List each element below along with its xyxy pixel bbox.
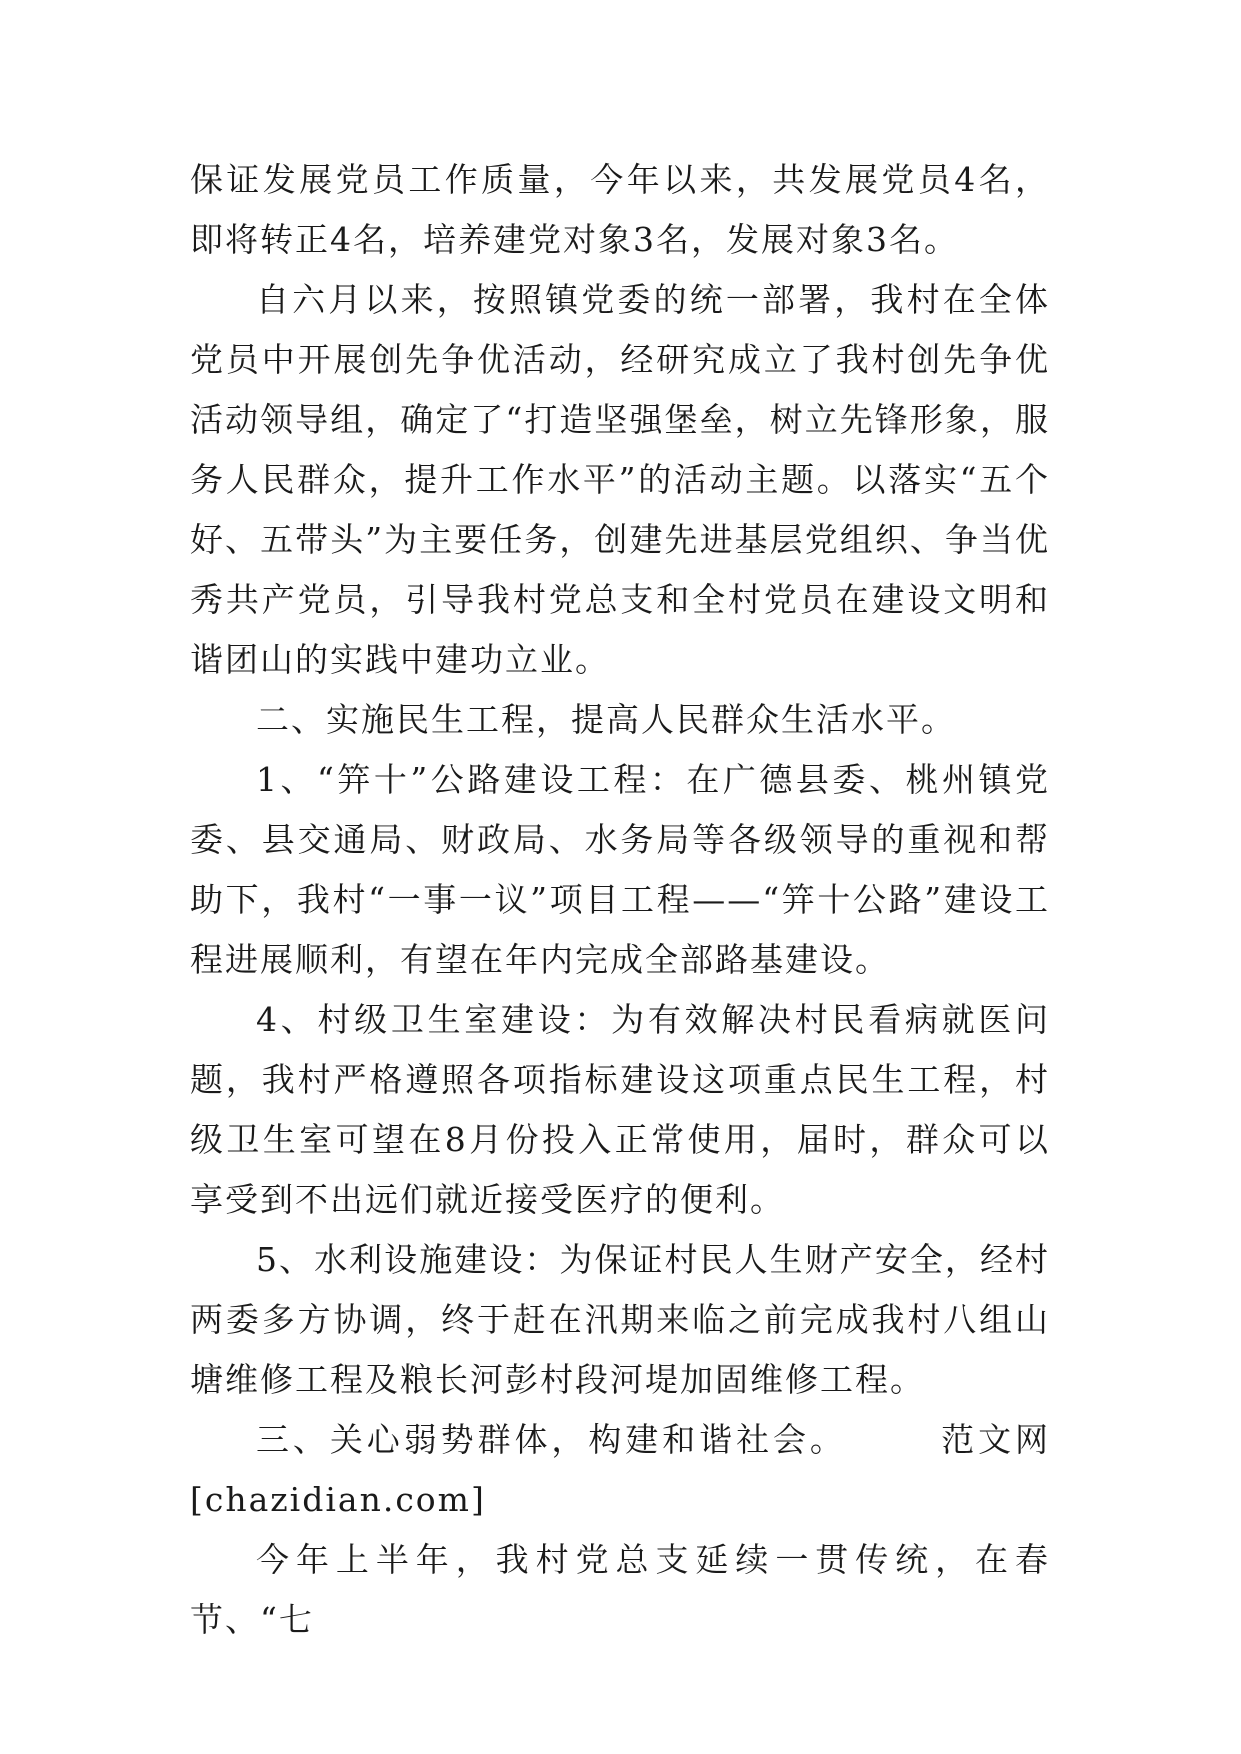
paragraph-water-conservancy: 5、水利设施建设：为保证村民人生财产安全，经村两委多方协调，终于赶在汛期来临之前完成我村八组山塘维修工程及粮长河彭村段河堤加固维修工程。 bbox=[190, 1240, 1050, 1399]
section-heading-vulnerable-groups: 三、关心弱势群体，构建和谐社会。 范文网[chazidian.com] bbox=[190, 1420, 1050, 1519]
section-heading-livelihood: 二、实施民生工程，提高人民群众生活水平。 bbox=[256, 700, 956, 739]
paragraph-road-project: 1、“笄十”公路建设工程：在广德县委、桃州镇党委、县交通局、财政局、水务局等各级领导的重视和帮助下，我村“一事一议”项目工程——“笄十公路”建设工程进展顺利，有望在年内完成全部路基建设。 bbox=[190, 760, 1050, 979]
document-body bbox=[190, 150, 1050, 1650]
paragraph-clinic-construction: 4、村级卫生室建设：为有效解决村民看病就医问题，我村严格遵照各项指标建设这项重点民生工程，村级卫生室可望在8月份投入正常使用，届时，群众可以享受到不出远们就近接受医疗的便利。 bbox=[190, 1000, 1050, 1219]
paragraph-excellence-campaign: 自六月以来，按照镇党委的统一部署，我村在全体党员中开展创先争优活动，经研究成立了我村创先争优活动领导组，确定了“打造坚强堡垒，树立先锋形象，服务人民群众，提升工作水平”的活动主题。以落实“五个好、五带头”为主要任务，创建先进基层党组织、争当优秀共产党员，引导我村党总支和全村党员在建设文明和谐团山的实践中建功立业。 bbox=[190, 280, 1050, 679]
paragraph-first-half-year: 今年上半年，我村党总支延续一贯传统，在春节、“七 bbox=[190, 1540, 1050, 1639]
paragraph-party-member-quality: 保证发展党员工作质量，今年以来，共发展党员4名，即将转正4名，培养建党对象3名，发展对象3名。 bbox=[190, 160, 1050, 259]
